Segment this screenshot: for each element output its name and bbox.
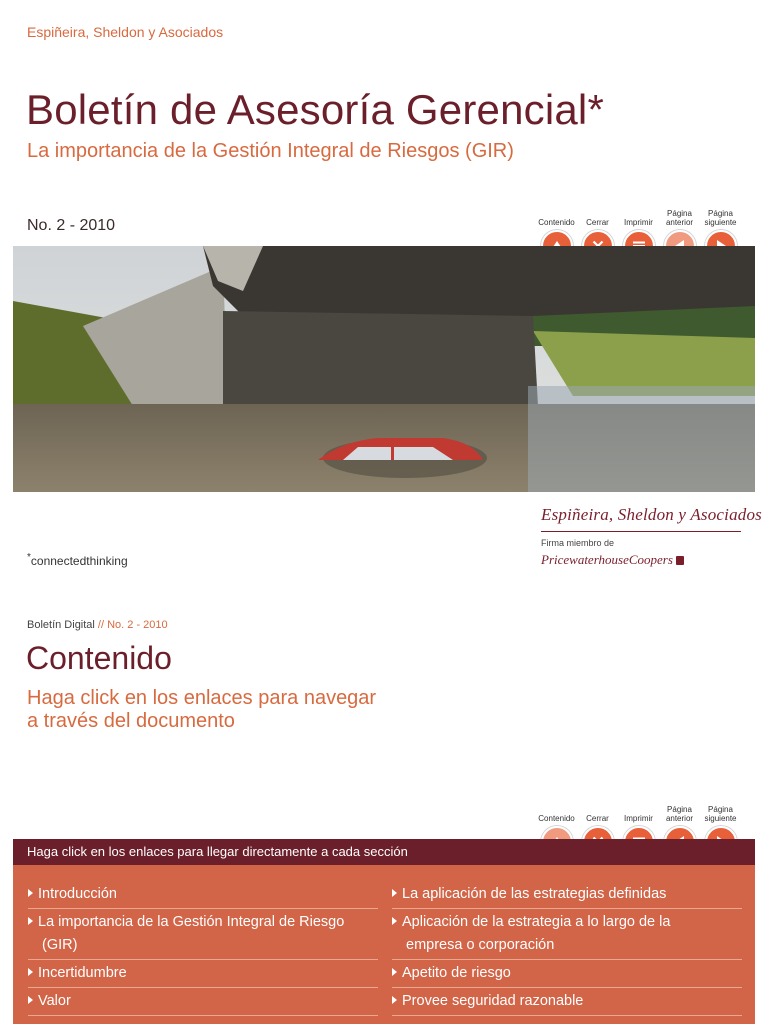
connected-thinking: *connectedthinking xyxy=(27,552,128,568)
caret-right-icon xyxy=(28,968,33,976)
sections-header-text: Haga click en los enlaces para llegar directamente a cada sección xyxy=(27,844,408,859)
nav-anterior-label: Página anterior xyxy=(665,209,694,227)
section-link-valor[interactable]: Valor xyxy=(28,988,378,1016)
nav-siguiente-label-bottom: Página siguiente xyxy=(704,805,737,823)
pwc-logo: PricewaterhouseCoopers xyxy=(541,552,746,568)
logo-member-text: Firma miembro de xyxy=(541,538,615,548)
pwc-mark-icon xyxy=(676,556,684,565)
sections-header-bar xyxy=(13,839,755,865)
page-title: Boletín de Asesoría Gerencial* xyxy=(26,86,605,133)
page-subtitle: La importancia de la Gestión Integral de Riesgos (GIR) xyxy=(27,140,514,162)
nav-anterior-label-bottom: Página anterior xyxy=(665,805,694,823)
logo-divider xyxy=(541,531,741,532)
logo-firm-name: Espiñeira, Sheldon y Asociados xyxy=(541,505,762,524)
section-link-incertidumbre[interactable]: Incertidumbre xyxy=(28,960,378,988)
section-link-aplicacion-estrategias[interactable]: La aplicación de las estrategias definidas xyxy=(392,881,742,909)
nav-imprimir-label: Imprimir xyxy=(624,218,653,227)
caret-right-icon xyxy=(392,889,397,897)
sections-column-right xyxy=(392,881,742,1016)
nav-contenido-label: Contenido xyxy=(538,218,575,227)
breadcrumb: Boletín Digital // No. 2 - 2010 xyxy=(27,619,168,631)
caret-right-icon xyxy=(392,996,397,1004)
nav-contenido-label-bottom: Contenido xyxy=(538,814,575,823)
caret-right-icon xyxy=(392,917,397,925)
nav-cerrar-label-bottom: Cerrar xyxy=(586,814,609,823)
sections-panel xyxy=(13,865,755,1024)
section-link-introduccion[interactable]: Introducción xyxy=(28,881,378,909)
caret-right-icon xyxy=(392,968,397,976)
nav-siguiente-label: Página siguiente xyxy=(704,209,737,227)
cover-photo xyxy=(13,246,755,492)
section-link-apetito-riesgo[interactable]: Apetito de riesgo xyxy=(392,960,742,988)
section-link-importancia-gir[interactable]: La importancia de la Gestión Integral de Riesgo (GIR) xyxy=(28,909,378,960)
nav-imprimir-label-bottom: Imprimir xyxy=(624,814,653,823)
firm-name: Espiñeira, Sheldon y Asociados xyxy=(27,24,224,40)
section-link-seguridad-razonable[interactable]: Provee seguridad razonable xyxy=(392,988,742,1016)
flooded-underpass-image xyxy=(13,246,755,492)
caret-right-icon xyxy=(28,917,33,925)
issue-number: No. 2 - 2010 xyxy=(27,217,116,234)
caret-right-icon xyxy=(28,889,33,897)
caret-right-icon xyxy=(28,996,33,1004)
contents-title: Contenido xyxy=(26,640,172,676)
contents-instruction: Haga click en los enlaces para navegar a través del documento xyxy=(27,687,377,732)
nav-cerrar-label: Cerrar xyxy=(586,218,609,227)
section-link-aplicacion-empresa[interactable]: Aplicación de la estrategia a lo largo de la empresa o corporación xyxy=(392,909,742,960)
sections-column-left xyxy=(28,881,378,1016)
firm-logo xyxy=(541,505,762,568)
